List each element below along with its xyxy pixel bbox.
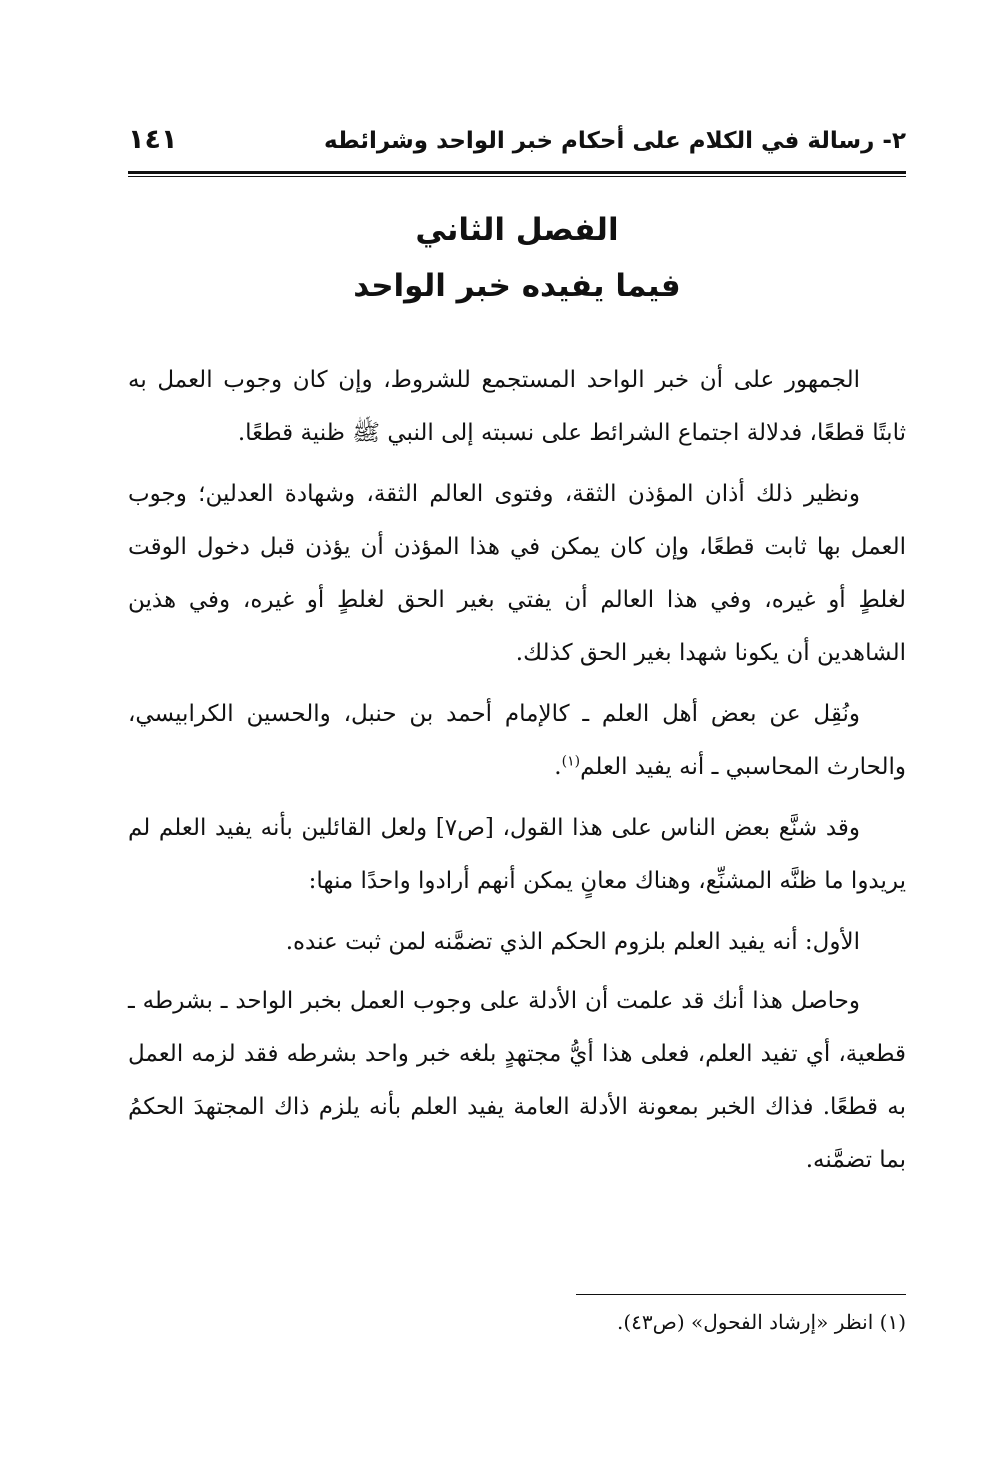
header-rule xyxy=(128,171,906,174)
paragraph: الأول: أنه يفيد العلم بلزوم الحكم الذي تضمَّنه لمن ثبت عنده. xyxy=(285,929,860,955)
page-number: ١٤١ xyxy=(128,124,178,155)
footnote-rule xyxy=(576,1294,906,1295)
footnote-text: انظر «إرشاد الفحول» (ص٤٣). xyxy=(617,1310,874,1334)
paragraph: وقد شنَّع بعض الناس على هذا القول، [ص٧] ولعل القائلين بأنه يفيد العلم لم يريدوا ما ظنَّه المشنِّع، وهناك معانٍ يمكن أنهم أرادوا واحدًا منها: xyxy=(128,815,906,894)
paragraph-text: ونُقِل عن بعض أهل العلم ـ كالإمام أحمد بن حنبل، والحسين الكرابيسي، والحارث المحاسبي ـ أنه يفيد العلم xyxy=(128,701,906,780)
paragraph-with-footnote xyxy=(128,688,906,794)
paragraph: الجمهور على أن خبر الواحد المستجمع للشروط، وإن كان وجوب العمل به ثابتًا قطعًا، فدلالة اجتماع الشرائط على نسبته إلى النبي ﷺ ظنية قطعًا. xyxy=(128,367,906,446)
running-header xyxy=(128,120,906,160)
footnote-reference[interactable]: (١) xyxy=(561,753,581,770)
paragraph: وحاصل هذا أنك قد علمت أن الأدلة على وجوب العمل بخبر الواحد ـ بشرطه ـ قطعية، أي تفيد العلم، فعلى هذا أيُّ مجتهدٍ بلغه خبر واحد بشرطه فقد لزمه العمل به قطعًا. فذاك الخبر بمعونة الأدلة العامة يفيد العلم بأنه يلزم ذاك المجتهدَ الحكمُ بما تضمَّنه. xyxy=(128,988,906,1173)
chapter-subtitle: فيما يفيده خبر الواحد xyxy=(353,268,681,304)
footnote xyxy=(128,1306,906,1338)
chapter-title: الفصل الثاني xyxy=(415,212,619,248)
running-title: ٢- رسالة في الكلام على أحكام خبر الواحد وشرائطه xyxy=(323,128,906,154)
body-text xyxy=(128,354,906,1195)
paragraph-end: . xyxy=(554,754,562,780)
paragraph: ونظير ذلك أذان المؤذن الثقة، وفتوى العالم الثقة، وشهادة العدلين؛ وجوب العمل بها ثابت قطعًا، وإن كان يمكن في هذا المؤذن أن يؤذن قبل دخول الوقت لغلطٍ أو غيره، وفي هذا العالم أن يفتي بغير الحق لغلطٍ أو غيره، وفي هذين الشاهدين أن يكونا شهدا بغير الحق كذلك. xyxy=(128,481,906,666)
footnote-marker: (١) xyxy=(879,1310,906,1334)
header-rule-thin xyxy=(128,176,906,177)
chapter-heading xyxy=(128,202,906,314)
